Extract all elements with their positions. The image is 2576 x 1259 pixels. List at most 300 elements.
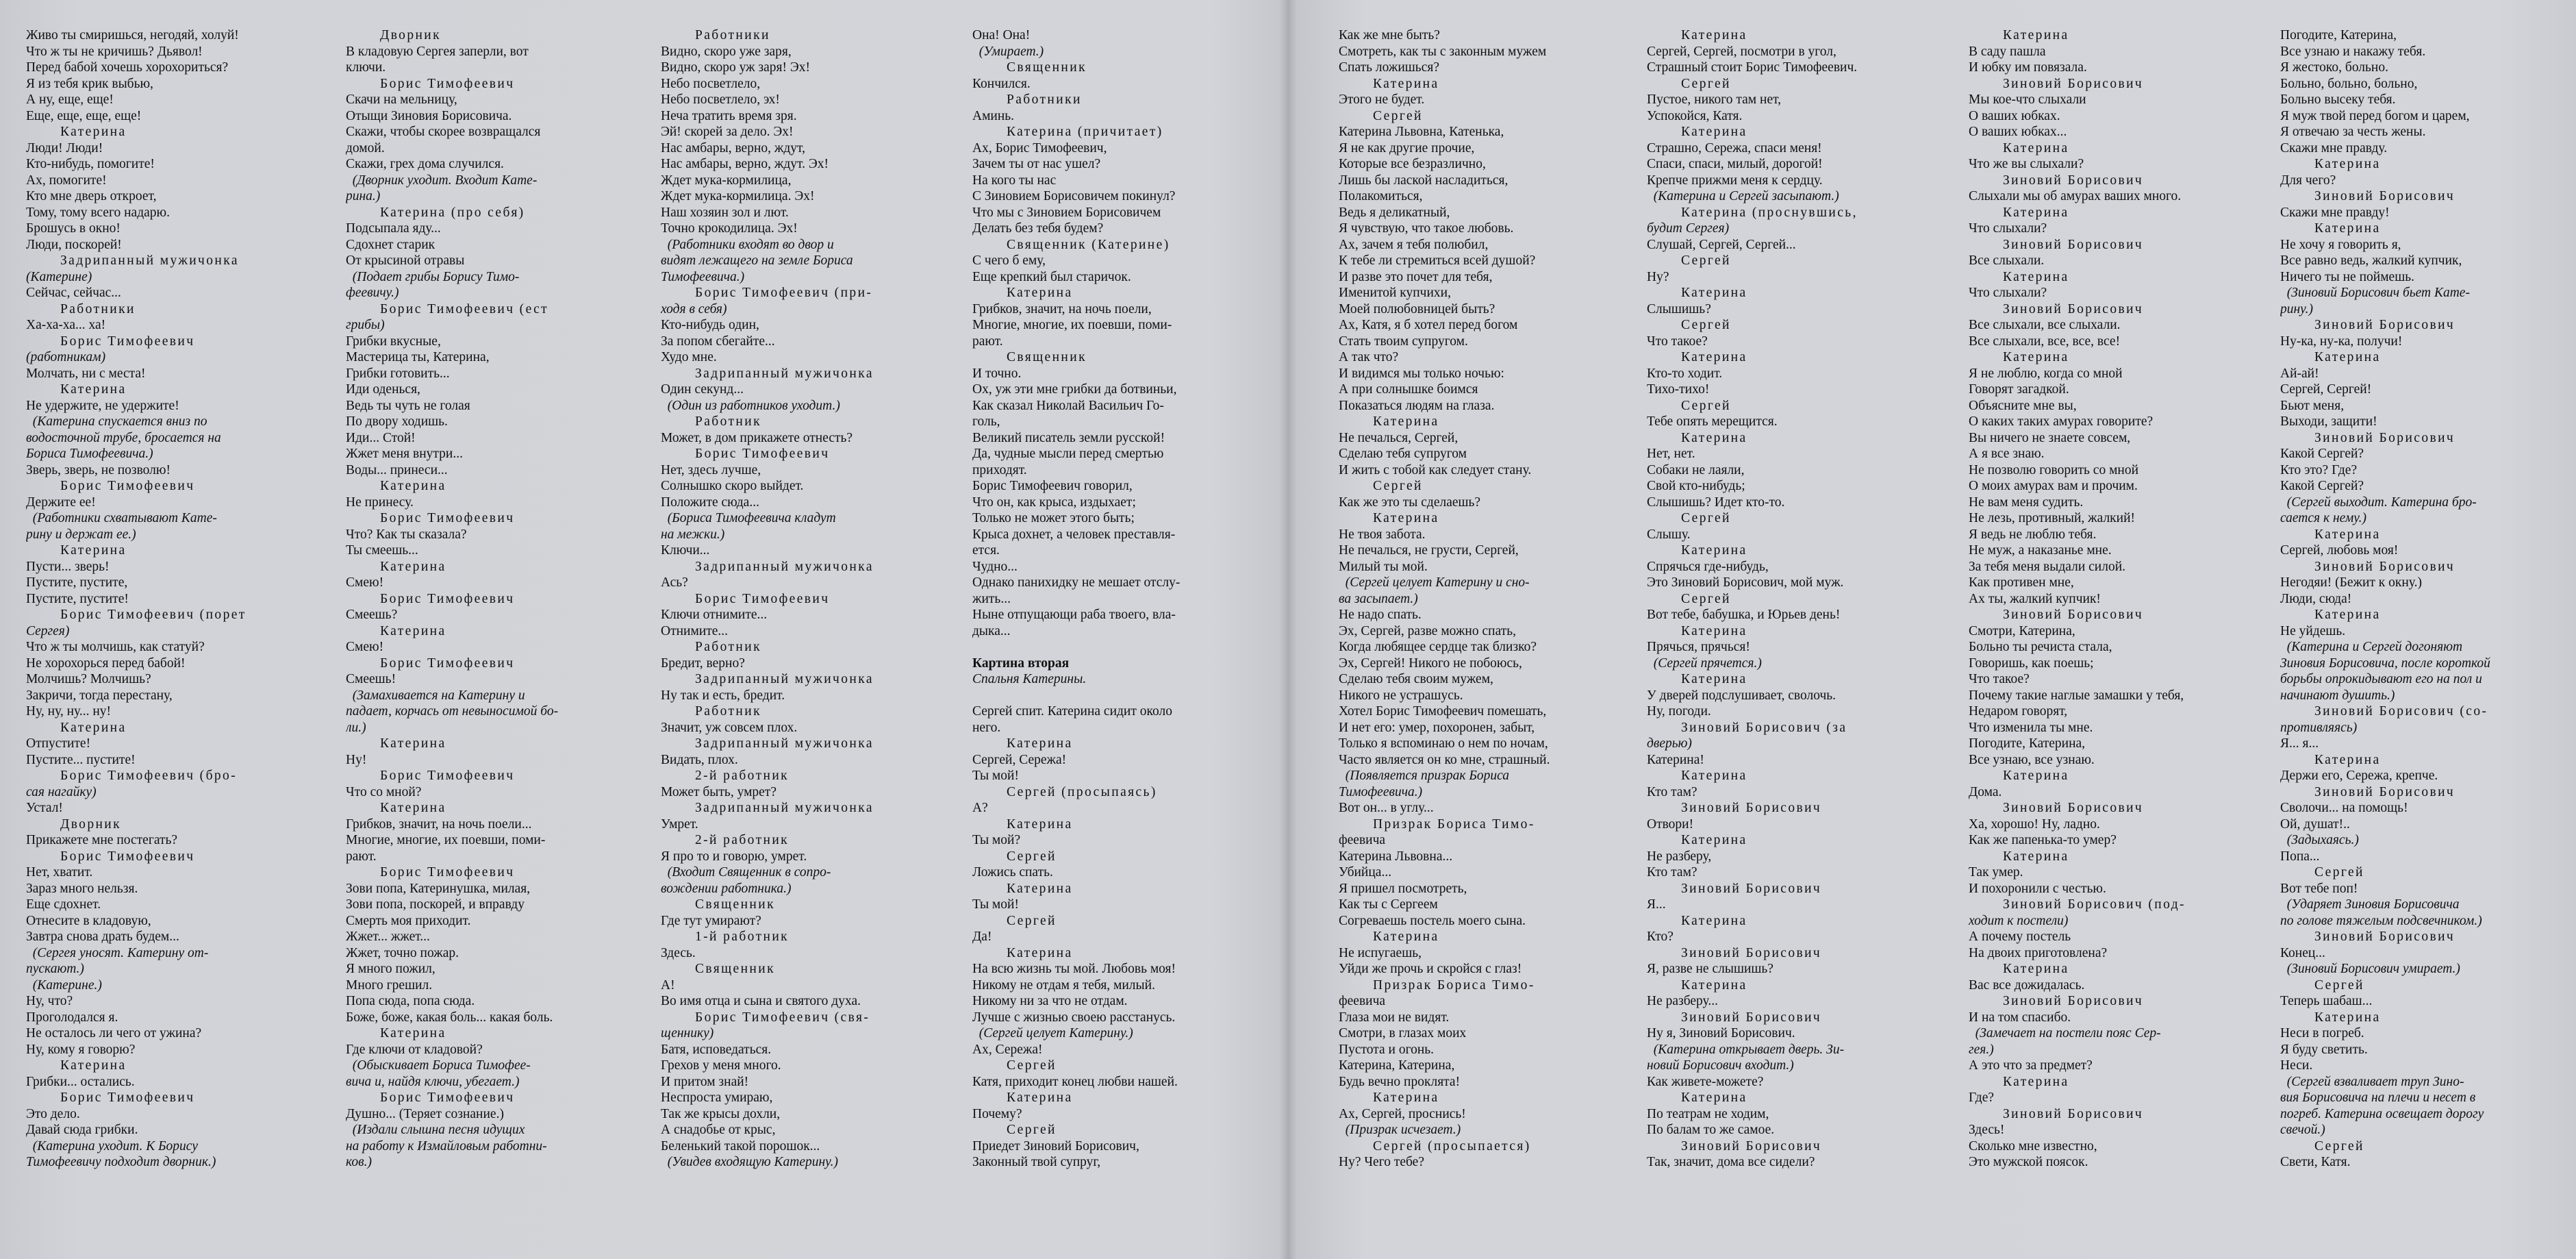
stage-direction: (Один из работников уходит.)	[661, 398, 840, 413]
speaker-name: Катерина	[2003, 205, 2069, 220]
speaker-name: Борис Тимофеевич (при-	[695, 286, 873, 300]
text-line: Милый ты мой.	[1339, 559, 1428, 574]
speaker-name: Сергей	[1373, 479, 1423, 493]
text-line: А я все знаю.	[1969, 447, 2045, 461]
text-line: Видать, плох.	[661, 752, 738, 767]
text-line: Кто-нибудь один,	[661, 318, 759, 332]
text-line: Зараз много нельзя.	[26, 881, 138, 896]
stage-direction: гея.)	[1969, 1042, 1994, 1057]
text-line: А!	[661, 977, 675, 993]
stage-direction: (Дворник уходит. Входит Кате-	[346, 173, 538, 188]
speaker-name: Зиновий Борисович	[2003, 237, 2144, 252]
text-line: В кладовую Сергея заперли, вот	[346, 44, 529, 59]
text-line: Успокойся, Катя.	[1647, 108, 1743, 123]
text-line: Многие, многие, их поевши, поми-	[346, 833, 546, 847]
text-line: Люди, сюда!	[2280, 591, 2352, 606]
text-line: Все узнаю, все узнаю.	[1969, 752, 2095, 767]
text-line: Ключи...	[661, 543, 710, 558]
text-line: Никому ни за что не отдам.	[972, 994, 1128, 1008]
text-line: Больно ты речиста стала,	[1969, 640, 2112, 654]
text-line: Неспроста умираю,	[661, 1090, 773, 1105]
speaker-name: Катерина	[2314, 527, 2381, 542]
speaker-name: Сергей (просыпается)	[1373, 1138, 1531, 1154]
speaker-name: Задрипанный мужичонка	[695, 366, 874, 381]
speaker-name: Сергей	[2314, 977, 2364, 993]
text-line: Все равно ведь, жалкий купчик,	[2280, 253, 2462, 268]
text-line: Не удержите, не удержите!	[26, 398, 179, 413]
text-line: Сергей спит. Катерина сидит около	[972, 704, 1172, 719]
text-line: Этого не будет.	[1339, 92, 1425, 107]
text-line: С Зиновием Борисовичем покинул?	[972, 189, 1176, 203]
speaker-name: Катерина	[2003, 269, 2069, 284]
speaker-name: Борис Тимофеевич	[60, 1090, 195, 1105]
text-line: Не надо спать.	[1339, 608, 1422, 622]
text-line: Отвори!	[1647, 817, 1694, 832]
text-line: Погодите, Катерина,	[1969, 736, 2086, 751]
speaker-name: Работники	[695, 28, 770, 42]
text-line: Все узнаю и накажу тебя.	[2280, 44, 2426, 59]
speaker-name: Священник	[695, 897, 775, 912]
speaker-name: Зиновий Борисович	[2003, 76, 2144, 91]
text-line: Устал!	[26, 801, 63, 815]
text-line: Однако панихидку не мешает отслу-	[972, 575, 1180, 590]
text-line: Сергей, любовь моя!	[2280, 543, 2399, 558]
speaker-name: Священник	[1007, 350, 1087, 364]
text-line: Не уйдешь.	[2280, 623, 2346, 638]
text-line: Больно высеку тебя.	[2280, 92, 2396, 107]
text-line: За попом сбегайте...	[661, 334, 775, 349]
text-line: Батя, исповедаться.	[661, 1042, 772, 1057]
text-line: Да, чудные мысли перед смертью	[972, 447, 1164, 461]
text-line: Что слыхали?	[1969, 286, 2047, 300]
text-line: О каких таких амурах говорите?	[1969, 414, 2154, 429]
text-line: Катя, приходит конец любви нашей.	[972, 1074, 1178, 1089]
text-line: Попа...	[2280, 849, 2320, 864]
text-line: Аминь.	[972, 108, 1015, 123]
text-line: Страшно, Сережа, спаси меня!	[1647, 140, 1822, 155]
text-line: Грехов у меня много.	[661, 1058, 781, 1073]
text-line: Смеешь!	[346, 672, 396, 686]
text-line: Кончился.	[972, 76, 1031, 91]
text-line: И точно.	[972, 366, 1022, 381]
text-line: Не твоя забота.	[1339, 527, 1426, 542]
stage-direction: (Входит Священник в сопро-	[661, 865, 831, 880]
text-line: Я муж твой перед богом и царем,	[2280, 108, 2470, 123]
text-line: Ах, Борис Тимофеевич,	[972, 140, 1107, 155]
text-line: Это Зиновий Борисович, мой муж.	[1647, 575, 1844, 590]
text-line: Отпустите!	[26, 736, 91, 751]
stage-direction: (Сергей выходит. Катерина бро-	[2280, 495, 2477, 510]
text-line: Полакомиться,	[1339, 189, 1423, 203]
speaker-name: Катерина (проснувшись,	[1681, 205, 1858, 220]
text-line: Мы кое-что слыхали	[1969, 92, 2086, 107]
text-line: Отыщи Зиновия Борисовича.	[346, 108, 512, 123]
text-line: Крепче прижми меня к сердцу.	[1647, 173, 1823, 188]
speaker-name: Сергей	[2314, 865, 2364, 880]
stage-direction: щеннику)	[661, 1026, 714, 1040]
text-line: Так умер.	[1969, 865, 2023, 880]
stage-direction: погреб. Катерина освещает дорогу	[2280, 1106, 2484, 1121]
text-line: Один секунд...	[661, 382, 744, 397]
text-line: А это что за предмет?	[1969, 1058, 2093, 1073]
text-line: Солнышко скоро выйдет.	[661, 479, 804, 493]
text-line: Как же папенька-то умер?	[1969, 833, 2117, 847]
stage-direction: на работу к Измайловым работни-	[346, 1138, 547, 1154]
stage-direction: (Сергей целует Катерину.)	[972, 1026, 1133, 1040]
text-line: Душно... (Теряет сознание.)	[346, 1106, 504, 1121]
speaker-name: Работник	[695, 704, 761, 719]
text-line: Жжет... жжет...	[346, 930, 430, 944]
text-line: Ах, Сергей, проснись!	[1339, 1106, 1466, 1121]
text-line: О ваших юбках...	[1969, 125, 2067, 139]
speaker-name: Катерина	[380, 801, 446, 815]
text-line: Что со мной?	[346, 784, 422, 799]
text-line: Свой кто-нибудь;	[1647, 479, 1745, 493]
text-line: Смею!	[346, 640, 384, 654]
text-line: Что такое?	[1969, 672, 2030, 686]
text-line: Ты мой!	[972, 769, 1019, 783]
speaker-name: Сергей	[2314, 1138, 2364, 1154]
speaker-name: Катерина	[1007, 945, 1073, 960]
text-line: Грибки... остались.	[26, 1074, 135, 1089]
text-line: О моих амурах вам и прочим.	[1969, 479, 2138, 493]
stage-direction: (Работники схватывают Кате-	[26, 511, 217, 525]
speaker-name: Катерина	[1681, 430, 1747, 445]
text-line: Не позволю говорить со мной	[1969, 462, 2139, 477]
text-line: Сдохнет старик	[346, 237, 435, 252]
speaker-name: Катерина	[380, 559, 446, 574]
stage-direction: рина.)	[346, 189, 381, 203]
text-line: Не испугаешь,	[1339, 945, 1422, 960]
text-line: И похоронили с честью.	[1969, 881, 2106, 896]
speaker-name: Катерина	[380, 1026, 446, 1040]
speaker-name: Дворник	[380, 28, 442, 42]
text-line: Брошусь в окно!	[26, 221, 121, 236]
text-line: Может, в дом прикажете отнесть?	[661, 430, 853, 445]
text-line: Я, разве не слышишь?	[1647, 962, 1773, 976]
text-line: Тихо-тихо!	[1647, 382, 1710, 397]
text-line: Нас амбары, верно, ждут. Эх!	[661, 157, 829, 171]
speaker-name: Дворник	[60, 817, 122, 832]
text-line: А почему постель	[1969, 930, 2071, 944]
stage-direction: (Сергея уносят. Катерину от-	[26, 945, 209, 960]
text-line: него.	[972, 720, 1001, 735]
text-line: Зови попа, Катеринушка, милая,	[346, 881, 531, 896]
text-line: Собаки не лаяли,	[1647, 462, 1745, 477]
speaker-name: Задрипанный мужичонка	[695, 559, 874, 574]
text-line: Ах, Сережа!	[972, 1042, 1043, 1057]
speaker-name: Катерина	[1373, 511, 1439, 525]
speaker-name: Сергей	[1007, 849, 1057, 864]
stage-direction: (Бориса Тимофеевича кладут	[661, 511, 836, 525]
speaker-name: Катерина	[1681, 286, 1747, 300]
stage-direction: (Катерине.)	[26, 977, 102, 993]
stage-direction: Зиновия Борисовича, после короткой	[2280, 656, 2490, 671]
text-line: Ну я, Зиновий Борисович.	[1647, 1026, 1795, 1040]
text-line: Катерина, Катерина,	[1339, 1058, 1455, 1073]
text-line: Кто-нибудь, помогите!	[26, 157, 155, 171]
stage-direction: видят лежащего на земле Бориса	[661, 253, 853, 268]
text-line: Грибков, значит, на ночь поели...	[346, 817, 532, 832]
text-line: Слышу.	[1647, 527, 1691, 542]
speaker-name: Зиновий Борисович	[2003, 608, 2144, 622]
text-line: Может быть, умрет?	[661, 784, 776, 799]
speaker-name: Зиновий Борисович	[2003, 994, 2144, 1008]
stage-direction: (Катерина и Сергей догоняют	[2280, 640, 2463, 654]
scene-subheading: Спальня Катерины.	[972, 672, 1087, 686]
speaker-name: Сергей	[1681, 318, 1731, 332]
text-column-2	[346, 27, 640, 1171]
text-line: Которые все безразлично,	[1339, 157, 1486, 171]
text-line: Точно крокодилица. Эх!	[661, 221, 798, 236]
text-line: Убийца...	[1339, 865, 1392, 880]
text-line: Значит, уж совсем плох.	[661, 720, 798, 735]
text-line: О ваших юбках.	[1969, 108, 2060, 123]
text-line: Мастерица ты, Катерина,	[346, 350, 490, 364]
text-line: Тому, тому всего надарю.	[26, 205, 170, 220]
text-line: Ключи отнимите...	[661, 608, 768, 622]
speaker-name: Зиновий Борисович	[2314, 784, 2455, 799]
text-line: Держи его, Сережа, крепче.	[2280, 769, 2438, 783]
text-line: На двоих приготовлена?	[1969, 945, 2108, 960]
speaker-name: Борис Тимофеевич (ест	[380, 301, 549, 316]
text-line: От крысиной отравы	[346, 253, 465, 268]
stage-direction: (Работники входят во двор и	[661, 237, 834, 252]
text-line: Как же это ты сделаешь?	[1339, 495, 1481, 510]
text-line: Скажи, грех дома случился.	[346, 157, 504, 171]
text-line: Как живете-можете?	[1647, 1074, 1764, 1089]
stage-direction: ли.)	[346, 720, 366, 735]
text-line: Да!	[972, 930, 992, 944]
text-line: феевича	[1339, 994, 1386, 1008]
scene-heading: Картина вторая	[972, 656, 1070, 671]
text-line: Вот он... в углу...	[1339, 801, 1434, 815]
speaker-name: Катерина	[60, 1058, 127, 1073]
speaker-name: Катерина	[2003, 28, 2069, 42]
text-line: Пустота и огонь.	[1339, 1042, 1435, 1057]
text-line: Почему такие наглые замашки у тебя,	[1969, 688, 2184, 703]
speaker-name: Задрипанный мужичонка	[695, 801, 874, 815]
text-line: Прикажете мне постегать?	[26, 833, 178, 847]
text-line: Тебе опять мерещится.	[1647, 414, 1778, 429]
text-line: И на том спасибо.	[1969, 1010, 2071, 1025]
text-line: Лишь бы лаской насладиться,	[1339, 173, 1508, 188]
speaker-name: Задрипанный мужичонка	[695, 736, 874, 751]
text-line: Завтра снова драть будем...	[26, 930, 179, 944]
speaker-name: Сергей	[1373, 108, 1423, 123]
stage-direction: дверью)	[1647, 736, 1692, 751]
text-line: Эй! скорей за дело. Эх!	[661, 125, 794, 139]
speaker-name: Катерина	[2003, 350, 2069, 364]
text-line: Ай-ай!	[2280, 366, 2319, 381]
stage-direction: падает, корчась от невыносимой бо-	[346, 704, 559, 719]
text-line: Неси в погреб.	[2280, 1026, 2364, 1040]
text-line: домой.	[346, 140, 385, 155]
text-line: Бьют меня,	[2280, 398, 2345, 413]
text-line: Смерть моя приходит.	[346, 913, 471, 928]
text-line: Ну!	[346, 752, 367, 767]
stage-direction: Бориса Тимофеевича.)	[26, 447, 153, 461]
speaker-name: Катерина	[1681, 623, 1747, 638]
speaker-name: Катерина	[1681, 28, 1747, 42]
text-line: Ась?	[661, 575, 688, 590]
text-line: Положите сюда...	[661, 495, 759, 510]
text-line: Не разберу...	[1647, 994, 1718, 1008]
text-line: Как сказал Николай Васильич Го-	[972, 398, 1164, 413]
text-line: На кого ты нас	[972, 173, 1057, 188]
stage-direction: борьбы опрокидывают его на пол и	[2280, 672, 2482, 686]
speaker-name: Катерина	[2314, 1010, 2381, 1025]
text-line: Кто это? Где?	[2280, 462, 2358, 477]
text-line: Приедет Зиновий Борисович,	[972, 1138, 1139, 1154]
text-line: Говоришь, как поешь;	[1969, 656, 2094, 671]
text-line: Законный твой супруг,	[972, 1155, 1101, 1169]
speaker-name: Борис Тимофеевич	[380, 769, 515, 783]
text-line: Где ключи от кладовой?	[346, 1042, 483, 1057]
text-line: Беленький такой порошок...	[661, 1138, 820, 1154]
text-line: Часто является он ко мне, страшный.	[1339, 752, 1550, 767]
text-line: Негодяи! (Бежит к окну.)	[2280, 575, 2422, 590]
text-line: Люди! Люди!	[26, 140, 103, 155]
stage-direction: водосточной трубе, бросается на	[26, 430, 221, 445]
speaker-name: Борис Тимофеевич	[60, 479, 195, 493]
speaker-name: Сергей	[1681, 511, 1731, 525]
stage-direction: (Зиновий Борисович умирает.)	[2280, 962, 2460, 976]
text-line: А?	[972, 801, 988, 815]
speaker-name: Зиновий Борисович	[2003, 801, 2144, 815]
text-line: Конец...	[2280, 945, 2325, 960]
speaker-name: Катерина	[380, 479, 446, 493]
speaker-name: Священник	[1007, 60, 1087, 75]
text-line: У дверей подслушивает, сволочь.	[1647, 688, 1836, 703]
speaker-name: Катерина	[1681, 769, 1747, 783]
speaker-name: Катерина	[1007, 817, 1073, 832]
speaker-name: Катерина (про себя)	[380, 205, 525, 220]
text-line: А при солнышке боимся	[1339, 382, 1478, 397]
text-line: Больно, больно, больно,	[2280, 76, 2418, 91]
text-line: Слушай, Сергей, Сергей...	[1647, 237, 1796, 252]
speaker-name: Зиновий Борисович	[2314, 559, 2455, 574]
text-line: Какой Сергей?	[2280, 447, 2364, 461]
text-line: Выходи, защити!	[2280, 414, 2377, 429]
stage-direction: (Издали слышна песня идущих	[346, 1123, 525, 1137]
speaker-name: Работник	[695, 414, 761, 429]
text-column-6	[1647, 27, 1941, 1171]
stage-direction: ков.)	[346, 1155, 372, 1169]
speaker-name: Катерина	[1681, 543, 1747, 558]
text-line: Чудно...	[972, 559, 1018, 574]
text-line: Дома.	[1969, 784, 2002, 799]
text-line: Я отвечаю за честь жены.	[2280, 125, 2426, 139]
speaker-name: Борис Тимофеевич	[380, 656, 515, 671]
text-line: Грибки вкусные,	[346, 334, 441, 349]
text-line: Кто?	[1647, 930, 1674, 944]
stage-direction: (Зиновий Борисович бьет Кате-	[2280, 286, 2470, 300]
text-line: Спать ложишься?	[1339, 60, 1439, 75]
speaker-name: Борис Тимофеевич (бро-	[60, 769, 238, 783]
speaker-name: Зиновий Борисович	[2003, 1106, 2144, 1121]
text-line: Пусти... зверь!	[26, 559, 110, 574]
speaker-name: Катерина	[1007, 286, 1073, 300]
text-line: За тебя меня выдали силой.	[1969, 559, 2126, 574]
speaker-name: Священник	[695, 962, 775, 976]
speaker-name: Зиновий Борисович (под-	[2003, 897, 2186, 912]
text-line: Небо посветлело,	[661, 76, 761, 91]
speaker-name: Борис Тимофеевич	[380, 511, 515, 525]
text-line: Глаза мои не видят.	[1339, 1010, 1450, 1025]
stage-direction: (Сергей целует Катерину и сно-	[1339, 575, 1530, 590]
text-line: Ну, кому я говорю?	[26, 1042, 136, 1057]
text-line: Ах, помогите!	[26, 173, 107, 188]
text-line: И юбку им повязала.	[1969, 60, 2087, 75]
text-line: Скачи на мельницу,	[346, 92, 457, 107]
speaker-name: 2-й работник	[695, 769, 790, 783]
speaker-name: Катерина	[2314, 350, 2381, 364]
text-line: Ха-ха-ха... ха!	[26, 318, 106, 332]
speaker-name: Катерина	[1681, 350, 1747, 364]
speaker-name: Сергей	[1007, 913, 1057, 928]
text-line: Не печалься, не грусти, Сергей,	[1339, 543, 1519, 558]
text-line: Так, значит, дома все сидели?	[1647, 1155, 1815, 1169]
speaker-name: Борис Тимофеевич	[60, 849, 195, 864]
speaker-name: Катерина	[1373, 76, 1439, 91]
speaker-name: Борис Тимофеевич	[380, 1090, 515, 1105]
text-line: Кто мне дверь откроет,	[26, 189, 157, 203]
text-line: Лучше с жизнью своею расстанусь.	[972, 1010, 1176, 1025]
text-line: Зверь, зверь, не позволю!	[26, 462, 171, 477]
text-line: Слыхали мы об амурах ваших много.	[1969, 189, 2182, 203]
text-line: Никого не устрашусь.	[1339, 688, 1463, 703]
text-line: Видно, скоро уж заря! Эх!	[661, 60, 810, 75]
text-line: Худо мне.	[661, 350, 717, 364]
speaker-name: Катерина	[380, 736, 446, 751]
text-line: Сергей, Сережа!	[972, 752, 1067, 767]
text-line: Вот тебе, бабушка, и Юрьев день!	[1647, 608, 1841, 622]
text-line: голь,	[972, 414, 1000, 429]
speaker-name: Катерина	[1681, 913, 1747, 928]
text-line: Вас все дожидалась.	[1969, 977, 2085, 993]
text-line: Что такое?	[1647, 334, 1708, 349]
text-line: Согреваешь постель моего сына.	[1339, 913, 1526, 928]
text-line: Грибки готовить...	[346, 366, 450, 381]
text-line: Спрячься где-нибудь,	[1647, 559, 1769, 574]
text-line: Спаси, спаси, милый, дорогой!	[1647, 157, 1823, 171]
speaker-name: Сергей (просыпаясь)	[1007, 784, 1157, 799]
stage-direction: рину и держат ее.)	[26, 527, 136, 542]
text-line: Неси.	[2280, 1058, 2313, 1073]
speaker-name: Работник	[695, 640, 761, 654]
text-line: Будь вечно проклята!	[1339, 1074, 1461, 1089]
text-line: Ты смеешь...	[346, 543, 418, 558]
text-line: Я жестоко, больно.	[2280, 60, 2388, 75]
speaker-name: Сергей	[1007, 1058, 1057, 1073]
speaker-name: Катерина	[2003, 140, 2069, 155]
speaker-name: Катерина	[1007, 881, 1073, 896]
text-line: Сволочи... на помощь!	[2280, 801, 2408, 815]
text-line: Ну? Чего тебе?	[1339, 1155, 1424, 1169]
text-line: Иди... Стой!	[346, 430, 416, 445]
text-line: Великий писатель земли русской!	[972, 430, 1165, 445]
text-line: Пустое, никого там нет,	[1647, 92, 1782, 107]
text-column-7	[1969, 27, 2263, 1171]
text-line: Борис Тимофеевич говорил,	[972, 479, 1133, 493]
stage-direction: вождении работника.)	[661, 881, 792, 896]
text-line: Я не как другие прочие,	[1339, 140, 1475, 155]
text-line: Кто там?	[1647, 865, 1697, 880]
speaker-name: Катерина	[1007, 1090, 1073, 1105]
text-line: Перед бабой хочешь хорохориться?	[26, 60, 229, 75]
speaker-name: Зиновий Борисович	[1681, 881, 1822, 896]
